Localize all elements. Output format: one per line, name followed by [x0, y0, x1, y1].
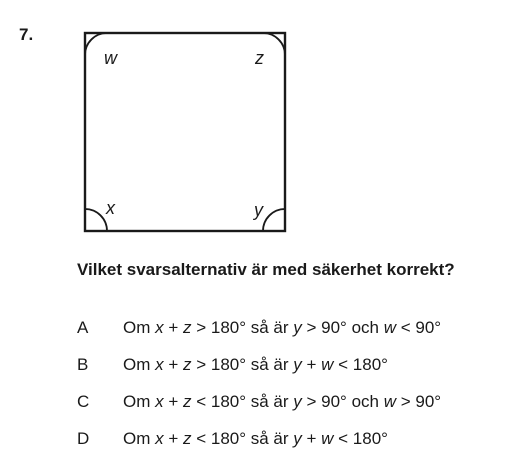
angle-arc-top-right	[263, 33, 285, 55]
option-text-run: > 180° så är	[191, 355, 294, 374]
math-variable: x	[155, 355, 164, 374]
angle-label-w: w	[104, 48, 117, 68]
option-text-run: < 180° så är	[191, 429, 294, 448]
angle-label-x: x	[106, 198, 115, 218]
option-text	[123, 317, 441, 339]
math-variable: y	[293, 355, 302, 374]
option-text	[123, 428, 388, 450]
option-text-run: < 180° så är	[191, 392, 294, 411]
angle-arc-bottom-right	[263, 209, 285, 231]
answer-options	[77, 317, 441, 465]
angle-label-z: z	[255, 48, 264, 68]
option-text-run: > 90° och	[301, 318, 384, 337]
answer-option-d[interactable]	[77, 428, 441, 465]
option-text-run: +	[163, 429, 183, 448]
answer-option-c[interactable]	[77, 391, 441, 428]
option-text-run: < 180°	[333, 429, 388, 448]
math-variable: w	[383, 392, 396, 411]
answer-option-a[interactable]	[77, 317, 441, 354]
option-letter: C	[77, 392, 90, 411]
option-text-run: Om	[123, 392, 156, 411]
math-variable: w	[321, 429, 334, 448]
math-variable: z	[182, 429, 192, 448]
math-variable: z	[182, 355, 192, 374]
option-text-run: Om	[123, 355, 156, 374]
option-text-run: > 90° och	[301, 392, 384, 411]
math-variable: y	[293, 429, 302, 448]
option-text-run: +	[301, 429, 322, 448]
option-text	[123, 354, 388, 376]
answer-option-b[interactable]	[77, 354, 441, 391]
question-number: 7.	[19, 25, 34, 44]
option-letter: A	[77, 318, 89, 337]
option-text-run: Om	[123, 429, 156, 448]
option-text-run: +	[163, 392, 183, 411]
option-text-run: Om	[123, 318, 156, 337]
option-text-run: < 90°	[395, 318, 442, 337]
angle-label-y: y	[254, 200, 263, 220]
option-text	[123, 391, 441, 413]
math-variable: z	[182, 318, 192, 337]
option-text-run: > 90°	[395, 392, 442, 411]
math-variable: y	[293, 318, 302, 337]
option-text-run: +	[163, 318, 183, 337]
math-variable: x	[155, 318, 164, 337]
question-prompt: Vilket svarsalternativ är med säkerhet korrekt?	[77, 260, 455, 279]
quadrilateral-figure	[82, 30, 288, 234]
option-text-run: +	[301, 355, 322, 374]
math-variable: x	[155, 392, 164, 411]
math-variable: z	[182, 392, 192, 411]
math-variable: w	[383, 318, 396, 337]
math-variable: w	[321, 355, 334, 374]
option-text-run: +	[163, 355, 183, 374]
quadrilateral-svg	[82, 30, 288, 234]
option-letter: B	[77, 355, 89, 374]
angle-arc-bottom-left	[85, 209, 107, 231]
option-text-run: > 180° så är	[191, 318, 294, 337]
math-variable: y	[293, 392, 302, 411]
math-variable: x	[155, 429, 164, 448]
option-letter: D	[77, 429, 90, 448]
option-text-run: < 180°	[333, 355, 388, 374]
